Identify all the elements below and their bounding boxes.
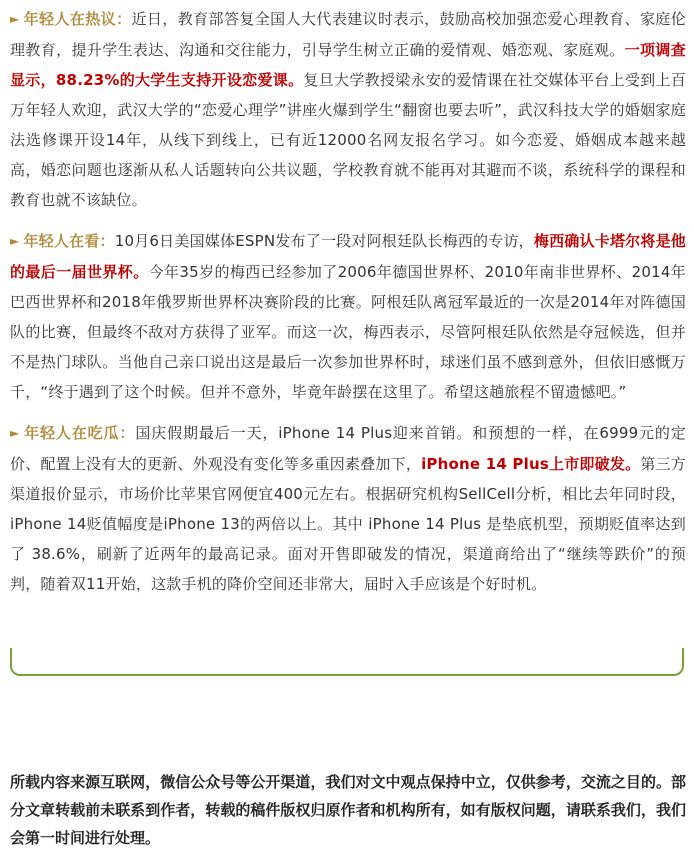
section-lead: 年轻人在热议： [23,10,132,28]
section-lead: 年轻人在吃瓜： [23,424,136,442]
section-text: 第三方渠道报价显示，市场价比苹果官网便宜400元左右。根据研究机构SellCell分析，相比去年同时段，iPhone 14贬值幅度是iPhone 13的两倍以上。其中 iPhone 14 Plus 是垫底机型，预期贬值率达到了 38.6%，刷新了近两年的最高记录。面对开售即破发的情况，渠道商给出了“继续等跌价”的预判，随着双11开始，这款手机的降价空间还非常大，届时入手应该是个好时机。 [10,455,686,593]
article-body [10,4,686,610]
section-lead: 年轻人在看： [23,232,115,250]
disclaimer-text: 所载内容来源互联网，微信公众号等公开渠道，我们对文中观点保持中立，仅供参考，交流之目的。部分文章转载前未联系到作者，转载的稿件版权归原作者和机构所有，如有版权问题，请联系我们，我们会第一时间进行处理。 [10,773,686,847]
section-watching [10,226,686,407]
section-highlight: 一项调查显示，88.23%的大学生支持开设恋爱课。 [10,41,686,89]
triangle-right-icon: ► [10,12,20,26]
section-text: 近日，教育部答复全国人大代表建议时表示，鼓励高校加强恋爱心理教育、家庭伦理教育，提升学生表达、沟通和交往能力，引导学生树立正确的爱情观、婚恋观、家庭观。 [10,10,686,59]
section-highlight: iPhone 14 Plus上市即破发。 [421,455,641,473]
section-text: 今年35岁的梅西已经参加了2006年德国世界杯、2010年南非世界杯、2014年巴西世界杯和2018年俄罗斯世界杯决赛阶段的比赛。阿根廷队离冠军最近的一次是2014年对阵德国队的比赛，但最终不敌对方获得了亚军。而这一次，梅西表示，尽管阿根廷队依然是夺冠候选，但并不是热门球队。当他自己亲口说出这是最后一次参加世界杯时，球迷们虽不感到意外，但依旧感慨万千，“终于遇到了这个时候。但并不意外，毕竟年龄摆在这里了。希望这趟旅程不留遗憾吧。” [10,263,686,401]
section-text: 国庆假期最后一天，iPhone 14 Plus迎来首销。和预想的一样，在6999元的定价、配置上没有大的更新、外观没有变化等多重因素叠加下， [10,424,686,473]
section-highlight: 梅西确认卡塔尔将是他的最后一届世界杯。 [10,232,686,281]
triangle-right-icon: ► [10,426,20,440]
triangle-right-icon: ► [10,234,20,248]
section-text: 复旦大学教授梁永安的爱情课在社交媒体平台上受到上百万年轻人欢迎，武汉大学的“恋爱心理学”讲座火爆到学生“翻窗也要去听”，武汉科技大学的婚姻家庭法选修课开设14年，从线下到线上，已有近12000名网友报名学习。如今恋爱、婚姻成本越来越高，婚恋问题也逐渐从私人话题转向公共议题，学校教育就不能再对其避而不谈，系统科学的课程和教育也就不该缺位。 [10,71,686,209]
decorative-frame-bottom [10,648,684,676]
section-hot-topic [10,4,686,215]
section-text: 10月6日美国媒体ESPN发布了一段对阿根廷队长梅西的专访， [114,232,534,250]
section-gossip [10,418,686,599]
